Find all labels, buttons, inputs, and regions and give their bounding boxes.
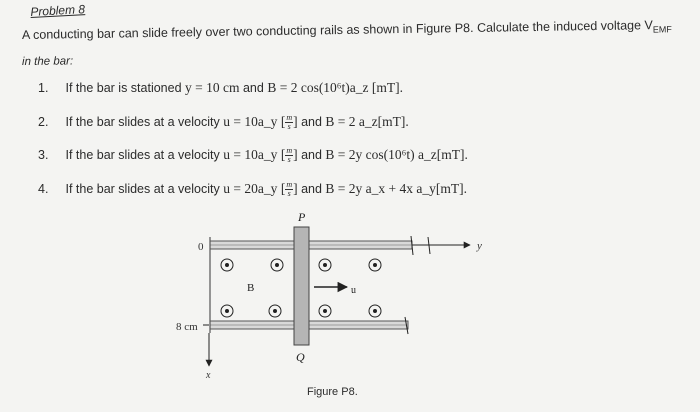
label-y: y [477, 240, 482, 252]
unit-bracket: [ $\frac{m}{s}$ ] [280, 179, 298, 198]
question-velocity: u = 10a_y [223, 147, 278, 162]
question-velocity: u = 10a_y [223, 113, 278, 129]
problem-heading: Problem 8 [30, 2, 86, 19]
sliding-bar [294, 227, 309, 345]
question-number: 1. [38, 81, 49, 95]
label-b: B [247, 282, 255, 294]
question-and: and [301, 181, 322, 196]
intro-line-2: in the bar: [21, 54, 74, 68]
question-lead: If the bar slides at a velocity [65, 181, 220, 196]
question-number: 4. [38, 181, 49, 196]
unit-fraction: $\frac{m}{s}$ [286, 179, 293, 198]
unit-bracket: [ $\frac{m}{s}$ ] [280, 112, 298, 131]
question-lead: If the bar slides at a velocity [65, 114, 220, 129]
question-and: and [242, 81, 264, 95]
question-lead: If the bar slides at a velocity [65, 148, 220, 162]
question-field: B = 2 cos(10⁶t)a_z [mT]. [267, 80, 403, 95]
label-u: u [351, 285, 356, 296]
out-of-page-dot-icon [221, 305, 233, 317]
label-x: x [206, 370, 211, 381]
out-of-page-dot-icon [269, 305, 281, 317]
unit-bracket: [ $\frac{m}{s}$ ] [280, 146, 298, 165]
emf-subscript: EMF [652, 24, 672, 35]
question-condition: y = 10 cm [185, 80, 240, 95]
question-field: B = 2 a_z[mT]. [325, 113, 409, 129]
question-number: 3. [38, 148, 49, 162]
label-origin: 0 [198, 241, 204, 253]
label-p: P [298, 210, 306, 224]
question-field: B = 2y cos(10⁶t) a_z[mT]. [325, 147, 468, 162]
unit-fraction: $\frac{m}{s}$ [286, 146, 293, 165]
out-of-page-dot-icon [319, 259, 331, 271]
out-of-page-dot-icon [221, 259, 233, 271]
question-velocity: u = 20a_y [223, 180, 278, 196]
question-number: 2. [38, 114, 49, 129]
out-of-page-dot-icon [369, 305, 381, 317]
label-width: 8 cm [176, 321, 198, 333]
question-and: and [301, 114, 322, 129]
question-and: and [301, 148, 322, 162]
question-field: B = 2y a_x + 4x a_y[mT]. [325, 180, 468, 196]
question-lead: If the bar is stationed [65, 81, 182, 95]
intro-line-1: A conducting bar can slide freely over two conducting rails as shown in Figure P8. Calculate the induced voltage $V_{EMF}$ [21, 18, 672, 42]
unit-fraction: $\frac{m}{s}$ [286, 112, 293, 131]
label-q: Q [296, 350, 305, 364]
out-of-page-dot-icon [319, 305, 331, 317]
figure-caption: Figure P8. [307, 386, 358, 398]
top-rail [210, 241, 412, 249]
out-of-page-dot-icon [271, 259, 283, 271]
out-of-page-dot-icon [369, 259, 381, 271]
